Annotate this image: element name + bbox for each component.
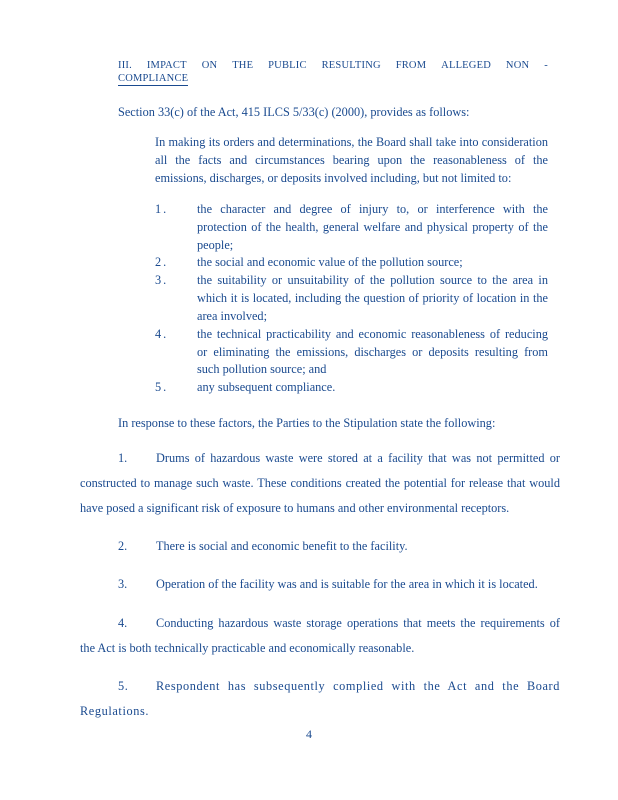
statute-item-number: 5.	[155, 380, 169, 395]
intro-paragraph: Section 33(c) of the Act, 415 ILCS 5/33(c) (2000), provides as follows:	[118, 105, 470, 119]
section-heading-word-5: FROM	[395, 60, 427, 71]
response-item	[80, 611, 560, 661]
section-heading	[118, 60, 578, 86]
section-heading-word-8: -	[544, 60, 548, 71]
response-item-number: 5.	[118, 678, 129, 693]
statute-quote-paragraph: In making its orders and determinations, the Board shall take into consideration all the facts and circumstances bearing upon the reasonableness of the emissions, discharges, or deposits involved including, but not limited to:	[155, 135, 548, 186]
response-item-number: 1.	[118, 450, 128, 465]
statute-item	[155, 201, 548, 254]
statute-item-text: any subsequent compliance.	[197, 380, 336, 395]
response-item-text: Drums of hazardous waste were stored at a facility that was not permitted or constructed to manage such waste. These conditions created the potential for release that would have posed a significant risk of exposure to humans and other environmental receptors.	[80, 450, 560, 515]
section-heading-line	[118, 60, 548, 71]
response-item-text: Conducting hazardous waste storage operations that meets the requirements of the Act is both technically practicable and economically reasonable.	[80, 615, 560, 655]
response-item-number: 4.	[118, 615, 128, 630]
response-intro-paragraph: In response to these factors, the Parties to the Stipulation state the following:	[118, 416, 496, 431]
page-number: 4	[306, 727, 312, 741]
response-item	[80, 674, 560, 724]
statute-item-number: 1.	[155, 201, 169, 216]
section-heading-number: III.	[118, 60, 132, 71]
section-heading-word-4: RESULTING	[321, 60, 381, 71]
section-heading-word-0: IMPACT	[146, 60, 187, 71]
response-item-number: 3.	[118, 577, 128, 592]
response-item	[80, 534, 560, 559]
section-heading-continuation: COMPLIANCE	[118, 73, 189, 84]
statute-item-text: the social and economic value of the pollution source;	[197, 255, 463, 270]
response-item	[80, 572, 560, 597]
section-heading-word-2: THE	[232, 60, 254, 71]
response-item-text: There is social and economic benefit to the facility.	[156, 539, 408, 554]
statute-item-number: 4.	[155, 326, 169, 341]
statute-item-text: the character and degree of injury to, or interference with the protection of the health, general welfare and physical property of the people;	[197, 201, 548, 252]
response-item-number: 2.	[118, 539, 128, 554]
section-heading-word-6: ALLEGED	[441, 60, 491, 71]
statute-item-number: 2.	[155, 255, 169, 270]
response-item-text: Operation of the facility was and is suitable for the area in which it is located.	[156, 577, 538, 592]
statute-item-number: 3.	[155, 273, 169, 288]
statute-item	[155, 272, 548, 325]
section-heading-word-3: PUBLIC	[268, 60, 307, 71]
response-item-text: Respondent has subsequently complied with the Act and the Board Regulations.	[80, 678, 560, 719]
statute-item	[155, 254, 548, 272]
statute-item	[155, 326, 548, 379]
section-heading-word-1: ON	[201, 60, 218, 71]
statute-item-text: the technical practicability and economic reasonableness of reducing or eliminating the emissions, discharges or deposits resulting from such pollution source; and	[197, 326, 548, 377]
statute-item	[155, 379, 548, 397]
section-heading-word-7: NON	[505, 60, 530, 71]
statute-item-text: the suitability or unsuitability of the pollution source to the area in which it is located, including the question of priority of location in the area involved;	[197, 273, 548, 323]
response-item	[80, 446, 560, 522]
